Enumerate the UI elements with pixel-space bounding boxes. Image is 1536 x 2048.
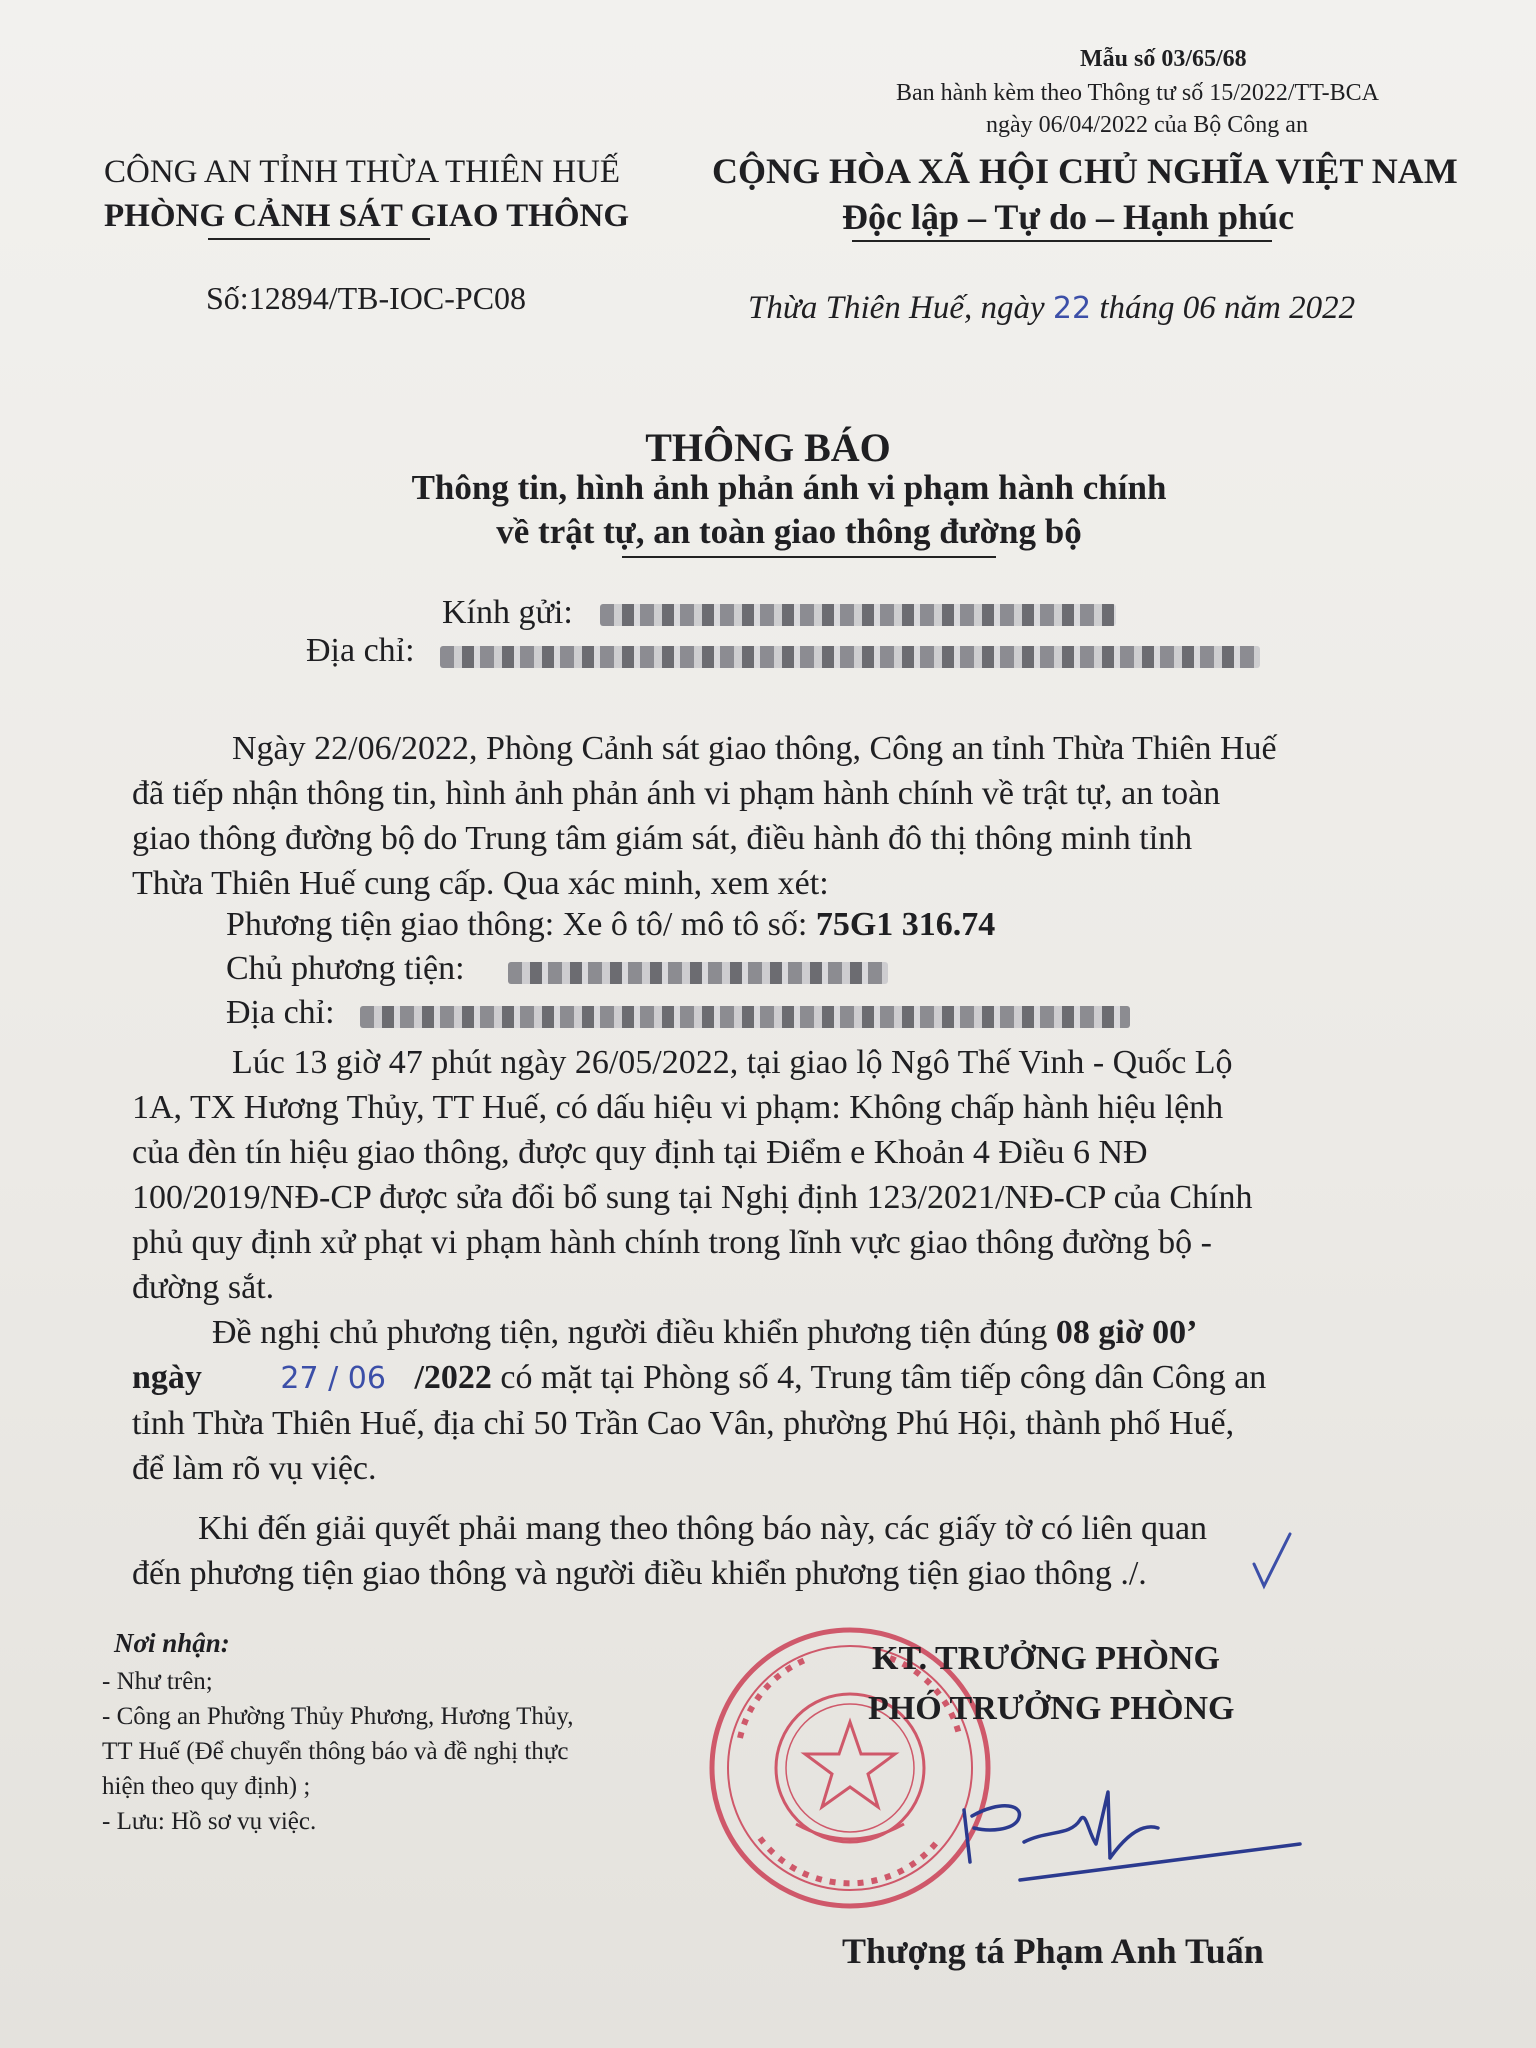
form-number: Mẫu số 03/65/68 [1080,46,1247,72]
signatory-role-1: KT. TRƯỞNG PHÒNG [872,1640,1220,1677]
addressee-label: Kính gửi: [442,594,573,631]
place-prefix: Thừa Thiên Huế, ngày [748,290,1045,326]
recipient-item: TT Huế (Để chuyển thông báo và đề nghị thực [102,1738,569,1765]
form-reference-line-1: Ban hành kèm theo Thông tư số 15/2022/TT-BCA [896,80,1379,106]
handwritten-check-mark [1246,1528,1306,1598]
request-text: Đề nghị chủ phương tiện, người điều khiển phương tiện đúng [212,1314,1048,1351]
paragraph-intro [132,726,1426,906]
form-reference-line-2: ngày 06/04/2022 của Bộ Công an [986,112,1308,138]
redacted-owner-address [360,1006,1130,1028]
title-underline [622,556,996,558]
place-and-date [748,290,1355,327]
violation-line-6: đường sắt. [132,1269,275,1306]
violation-line-1: Lúc 13 giờ 47 phút ngày 26/05/2022, tại giao lộ Ngô Thế Vinh - Quốc Lộ [232,1044,1233,1081]
paragraph-request [132,1310,1426,1491]
document-subtitle-2: về trật tự, an toàn giao thông đường bộ [496,512,1082,551]
intro-line-1: Ngày 22/06/2022, Phòng Cảnh sát giao thông, Công an tỉnh Thừa Thiên Huế [232,730,1277,767]
recipients-heading: Nơi nhận: [114,1628,230,1658]
vehicle-line [226,906,995,944]
redacted-addressee [600,604,1116,626]
signatory-role-2: PHÓ TRƯỞNG PHÒNG [868,1690,1235,1727]
motto-underline [852,240,1272,242]
recipient-item: - Lưu: Hồ sơ vụ việc. [102,1808,317,1835]
request-line-2 [132,1355,1426,1401]
handwritten-signature [960,1770,1320,1890]
appointment-time: 08 giờ 00’ [1055,1314,1198,1351]
redacted-addressee-address [440,646,1260,668]
request-location: có mặt tại Phòng số 4, Trung tâm tiếp công dân Công an [500,1359,1267,1396]
month-year: tháng 06 năm 2022 [1099,290,1356,326]
intro-line-2: đã tiếp nhận thông tin, hình ảnh phản ánh vi phạm hành chính về trật tự, an toàn [132,775,1221,812]
issuing-agency: CÔNG AN TỈNH THỪA THIÊN HUẾ [104,154,621,190]
department-underline [208,238,430,240]
issuing-department: PHÒNG CẢNH SÁT GIAO THÔNG [104,198,630,234]
handwritten-appointment-date: 27 / 06 [280,1361,386,1396]
appointment-year: /2022 [414,1359,492,1396]
addressee-address-label: Địa chỉ: [306,632,415,669]
national-title: CỘNG HÒA XÃ HỘI CHỦ NGHĨA VIỆT NAM [712,151,1458,191]
national-motto: Độc lập – Tự do – Hạnh phúc [842,197,1295,237]
owner-address-label: Địa chỉ: [226,994,335,1031]
violation-line-2: 1A, TX Hương Thủy, TT Huế, có dấu hiệu vi phạm: Không chấp hành hiệu lệnh [132,1089,1224,1126]
violation-line-4: 100/2019/NĐ-CP được sửa đổi bổ sung tại Nghị định 123/2021/NĐ-CP của Chính [132,1179,1253,1216]
request-line-4: để làm rõ vụ việc. [132,1450,377,1487]
redacted-owner [508,962,888,984]
recipients-list [102,1664,722,1839]
closing-line-1: Khi đến giải quyết phải mang theo thông báo này, các giấy tờ có liên quan [198,1510,1208,1547]
owner-label: Chủ phương tiện: [226,950,465,987]
intro-line-3: giao thông đường bộ do Trung tâm giám sát, điều hành đô thị thông minh tỉnh [132,820,1193,857]
vehicle-label: Phương tiện giao thông: Xe ô tô/ mô tô số: [226,906,808,943]
request-line-3: tỉnh Thừa Thiên Huế, địa chỉ 50 Trần Cao Vân, phường Phú Hội, thành phố Huế, [132,1405,1235,1442]
violation-line-3: của đèn tín hiệu giao thông, được quy định tại Điểm e Khoản 4 Điều 6 NĐ [132,1134,1148,1171]
paragraph-violation [132,1040,1426,1310]
violation-line-5: phủ quy định xử phạt vi phạm hành chính trong lĩnh vực giao thông đường bộ - [132,1224,1212,1261]
document-title: THÔNG BÁO [645,425,891,470]
document-subtitle-1: Thông tin, hình ảnh phản ánh vi phạm hành chính [411,468,1167,507]
signer-name: Thượng tá Phạm Anh Tuấn [842,1931,1264,1971]
paragraph-closing [132,1506,1426,1596]
intro-line-4: Thừa Thiên Huế cung cấp. Qua xác minh, xem xét: [132,865,829,902]
handwritten-day: 22 [1052,291,1092,326]
day-label: ngày [132,1359,202,1396]
closing-line-2: đến phương tiện giao thông và người điều khiển phương tiện giao thông ./. [132,1555,1147,1592]
document-number: Số:12894/TB-IOC-PC08 [206,280,527,316]
plate-number: 75G1 316.74 [815,906,996,943]
recipient-item: hiện theo quy định) ; [102,1773,311,1800]
recipient-item: - Như trên; [102,1668,213,1695]
request-line-1 [132,1310,1426,1355]
recipient-item: - Công an Phường Thủy Phương, Hương Thủy, [102,1703,574,1730]
